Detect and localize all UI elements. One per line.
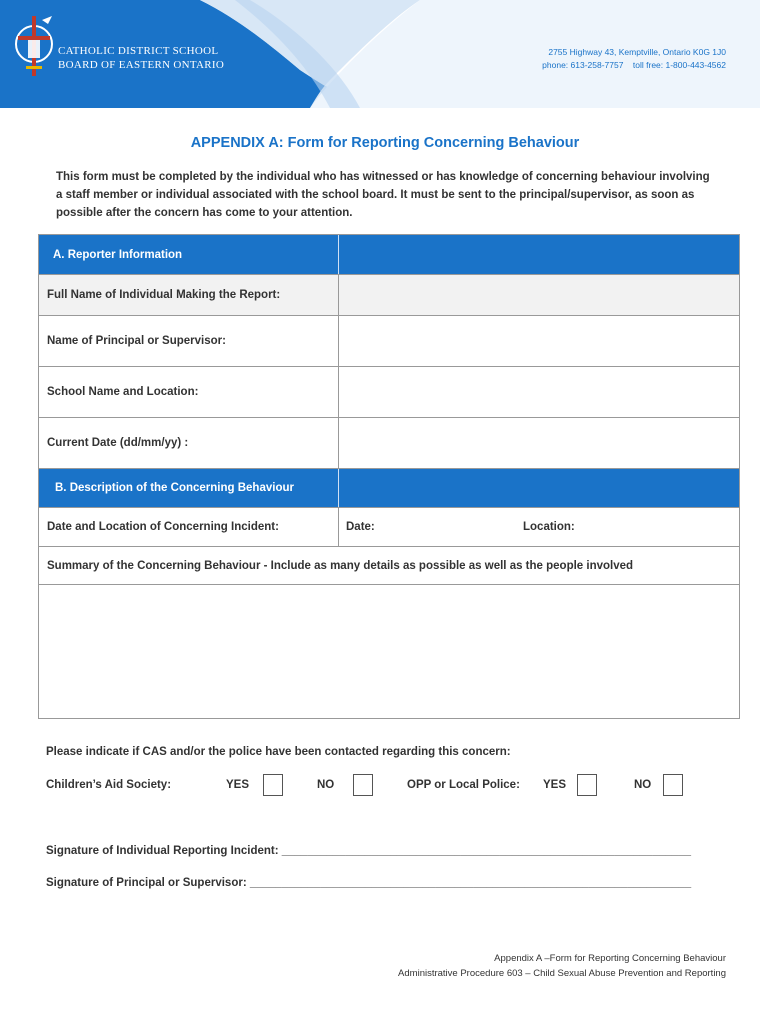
- form-intro: This form must be completed by the individual who has witnessed or has knowledge of concerning behaviour involving a staff member or individual associated with the school board. It must be sent to the principal/supervisor, as soon as possible after the concern has come to your attention.: [56, 171, 710, 219]
- row-incident: [39, 508, 739, 547]
- current-date-label: Current Date (dd/mm/yy) :: [39, 418, 339, 468]
- section-b-header: [39, 469, 739, 508]
- page-footer: [398, 951, 726, 981]
- section-a-title: A. Reporter Information: [39, 235, 339, 274]
- school-field[interactable]: [339, 367, 739, 417]
- section-a-header-blank: [339, 235, 739, 274]
- incident-location-label: Location:: [523, 521, 575, 533]
- cas-yes-checkbox[interactable]: [263, 774, 283, 796]
- row-full-name: [39, 275, 739, 316]
- full-name-label: Full Name of Individual Making the Report:: [39, 275, 339, 315]
- row-summary-field: [39, 585, 739, 718]
- organization-name: [58, 44, 224, 72]
- org-line-2: BOARD OF EASTERN ONTARIO: [58, 59, 225, 71]
- contact-address: [542, 46, 726, 72]
- principal-label: Name of Principal or Supervisor:: [39, 316, 339, 366]
- row-summary-label: [39, 547, 739, 585]
- school-label: School Name and Location:: [39, 367, 339, 417]
- police-no-label: NO: [634, 779, 652, 791]
- police-yes-label: YES: [543, 779, 567, 791]
- principal-field[interactable]: [339, 316, 739, 366]
- section-a-header: [39, 235, 739, 275]
- section-b-header-blank: [339, 469, 739, 507]
- row-current-date: [39, 418, 739, 469]
- footer-line-2: Administrative Procedure 603 – Child Sexual Abuse Prevention and Reporting: [398, 968, 726, 979]
- summary-field[interactable]: [39, 585, 739, 718]
- police-label: OPP or Local Police:: [407, 779, 520, 791]
- org-line-1: CATHOLIC DISTRICT SCHOOL: [58, 45, 219, 57]
- cross-logo-icon: [12, 14, 60, 78]
- incident-fields[interactable]: [339, 508, 739, 546]
- row-principal: [39, 316, 739, 367]
- police-yes-checkbox[interactable]: [577, 774, 597, 796]
- section-b-title: B. Description of the Concerning Behaviour: [39, 469, 339, 507]
- cas-label: Children’s Aid Society:: [46, 779, 172, 791]
- reporter-signature-line[interactable]: Signature of Individual Reporting Incident: ________________________________________________________________: [46, 845, 692, 857]
- incident-date-label: Date:: [346, 521, 375, 533]
- cas-no-label: NO: [317, 779, 335, 791]
- address-line: 2755 Highway 43, Kemptville, Ontario K0G 1J0: [548, 47, 726, 57]
- incident-label: Date and Location of Concerning Incident:: [39, 508, 339, 546]
- summary-label: Summary of the Concerning Behaviour - Include as many details as possible as well as the people involved: [47, 559, 634, 572]
- form-title: APPENDIX A: Form for Reporting Concerning Behaviour: [190, 135, 580, 151]
- cas-no-checkbox[interactable]: [353, 774, 373, 796]
- full-name-field[interactable]: [339, 275, 739, 315]
- footer-line-1: Appendix A –Form for Reporting Concerning Behaviour: [494, 953, 726, 964]
- cas-yes-label: YES: [226, 779, 250, 791]
- current-date-field[interactable]: [339, 418, 739, 468]
- police-no-checkbox[interactable]: [663, 774, 683, 796]
- phone-line: phone: 613-258-7757 toll free: 1-800-443-4562: [542, 60, 726, 70]
- contact-question: Please indicate if CAS and/or the police have been contacted regarding this concern:: [46, 746, 511, 758]
- row-school: [39, 367, 739, 418]
- report-form: [38, 234, 740, 719]
- principal-signature-line[interactable]: Signature of Principal or Supervisor: _____________________________________________________________________: [46, 877, 692, 889]
